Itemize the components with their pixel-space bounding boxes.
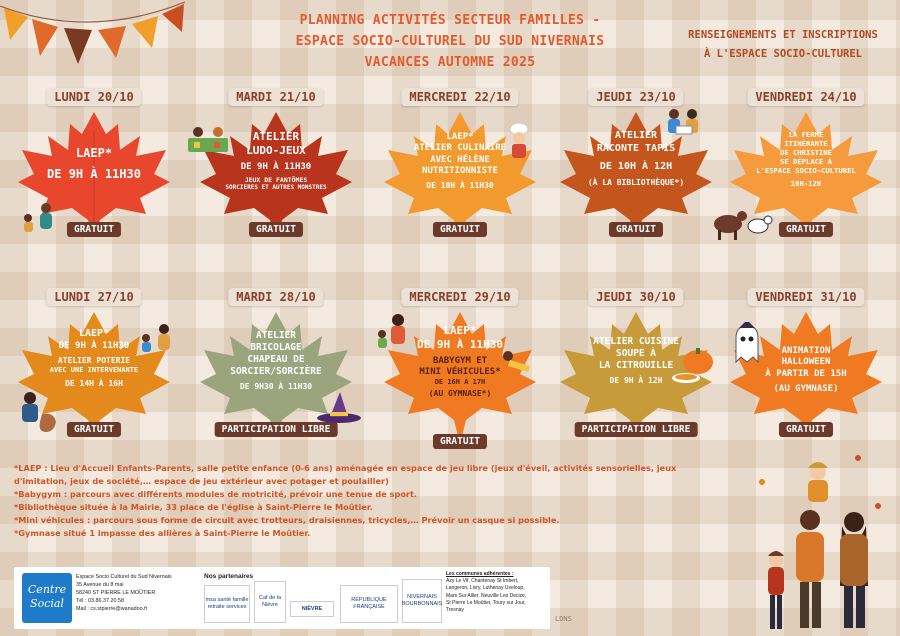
activity-card-thursday-30 [558,288,714,448]
registration-info [678,26,888,64]
activity-text [754,346,858,395]
activity-line: 10H-12H [790,179,822,188]
activity-line: JEUX DE FANTÔMES [244,175,308,184]
activity-card-wednesday-29 [382,288,538,448]
activity-line: BRICOLAGE [250,341,302,353]
activity-line: DE 9H30 À 11H30 [239,381,313,391]
day-label: LUNDI 27/10 [46,288,141,306]
day-label: MERCREDI 29/10 [401,288,518,306]
activity-text [750,130,862,188]
activity-line: DE 9H À 11H30 [47,167,141,181]
activity-text [218,130,334,191]
member-communes [446,571,548,614]
title-line: PLANNING ACTIVITÉS SECTEUR FAMILLES - [299,13,601,28]
activity-line: LAEP* [75,146,113,160]
day-label: LUNDI 20/10 [46,88,141,106]
activity-line: SORCIER/SORCIÈRE [230,365,322,377]
partner-logo-republique: RÉPUBLIQUE FRANÇAISE [340,585,398,623]
footnotes [14,462,704,540]
activity-line: NUTRITIONNISTE [422,165,498,176]
price-badge: GRATUIT [433,222,487,237]
family-illustration-icon [18,200,58,236]
farm-animals-icon [708,200,778,244]
title-line: ESPACE SOCIO-CULTUREL DU SUD NIVERNAIS [295,34,605,49]
address-line: Tél : 03.86.37.20.58 [76,598,124,604]
partners-title: Nos partenaires [204,573,254,580]
info-line: RENSEIGNEMENTS ET INSCRIPTIONS [688,29,878,41]
activity-line: SORCIERES ET AUTRES MONSTRES [225,183,327,191]
day-label: MARDI 28/10 [228,288,323,306]
day-label: JEUDI 30/10 [588,288,683,306]
day-label: MERCREDI 22/10 [401,88,518,106]
price-badge: GRATUIT [779,422,833,437]
address-line: Mail : cs.stpierre@wanadoo.fr [76,606,148,612]
activity-card-tuesday-21 [198,88,354,248]
activity-card-wednesday-22 [382,88,538,248]
page-title [250,10,650,73]
activity-line: DE CHRISTINE [780,148,832,157]
activity-line: ATELIER [255,330,297,341]
autumn-family-illustration [738,446,888,634]
ghost-icon [730,322,764,364]
pottery-icon [16,390,60,434]
activity-line: AVEC UNE INTERVENANTE [49,365,139,374]
signature: LDNS [555,615,572,623]
day-label: MARDI 21/10 [228,88,323,106]
mother-child-icon [136,322,176,356]
footnote: d'imitation, jeux de société,… espace de jeu extérieur avec potager et poulailler) [14,476,389,486]
activity-card-monday-20 [16,88,172,248]
activity-line: ATELIER [252,130,300,143]
price-badge: GRATUIT [67,422,121,437]
commune-line: Azy Le Vif, Chantenay St Imbert, [446,578,519,585]
activity-line: ITINÉRANTE [784,139,828,148]
bunting-flags [0,0,190,90]
day-label: VENDREDI 24/10 [747,88,864,106]
activity-line: L'ESPACE SOCIO-CULTUREL [756,166,856,175]
partner-logo-caf: Caf de la Nièvre [254,581,286,623]
mother-child-icon [374,312,414,352]
activity-line: SE DÉPLACE À [780,157,832,166]
price-badge: GRATUIT [609,222,663,237]
activity-line: DE 16H À 17H [434,378,486,386]
price-badge: GRATUIT [433,434,487,449]
activity-line: DE 14H À 16H [65,378,123,388]
address-line: Espace Socio Culturel du Sud Nivernais [76,574,172,580]
footnote: *Gymnase situé 1 impasse des allières à Saint-Pierre le Moûtier. [14,528,311,538]
activity-card-friday-31 [728,288,884,448]
activity-line: À PARTIR DE 15H [765,368,847,379]
activity-line: ATELIER POTERIE [57,355,131,365]
activity-line: RACONTE TAPIS [596,142,676,154]
activity-line: ANIMATION [781,346,831,356]
activity-line: LAEP* [78,328,110,339]
price-badge: GRATUIT [779,222,833,237]
activity-line: LAEP* [446,132,474,142]
reading-children-icon [662,106,706,140]
activity-line: ATELIER [614,130,658,141]
info-line: À L'ESPACE SOCIO-CULTUREL [703,48,863,60]
activity-card-tuesday-28 [198,288,354,448]
activity-card-friday-24 [728,88,884,248]
footnote: *LAEP : Lieu d'Accueil Enfants-Parents, salle petite enfance (0-6 ans) aménagée en espace de jeu libre (jeux d'éveil, activités sensorielles, jeux [14,463,677,473]
partner-logo-nivernais: NIVERNAIS BOURBONNAIS [402,579,442,623]
address-line: 35 Avenue du 8 mai [76,582,124,588]
activity-text [408,132,512,191]
activity-line: ATELIER CUISINE [593,336,679,347]
activity-line: DE 10H À 12H [599,161,673,172]
activity-line: BABYGYM ET [432,355,488,366]
activity-text [38,328,150,389]
activity-line: ATELIER CULINAIRE [413,143,507,154]
activity-line: LUDO-JEUX [246,143,306,157]
activity-line: HALLOWEEN [781,357,831,368]
price-badge: PARTICIPATION LIBRE [575,422,698,437]
commune-line: Tresnay [446,607,464,614]
activity-card-monday-27 [16,288,172,448]
centre-social-logo: Centre Social [22,573,72,623]
commune-line: Langeron, Livry, Luthenay Uxeloup, [446,585,525,592]
activity-line: CHAPEAU DE [247,353,305,365]
activity-line: DE 9H À 11H30 [416,337,504,351]
communes-title: Les communes adhérentes : [446,571,514,577]
address-block [76,573,196,613]
activity-line: LA CITROUILLE [598,359,674,371]
pumpkin-soup-icon [670,346,716,386]
price-badge: PARTICIPATION LIBRE [215,422,338,437]
activity-line: AVEC HÉLÈNE [430,154,490,165]
babygym-child-icon [500,348,534,378]
chef-child-icon [504,122,534,160]
activity-line: (À LA BIBLIOTHÈQUE*) [587,177,685,187]
day-label: JEUDI 23/10 [588,88,683,106]
activity-line: (AU GYMNASE) [773,383,839,394]
activity-line: LA FERME [788,130,824,139]
partner-logo-nievre: NIÈVRE [290,601,334,617]
activity-line: DE 9H À 12H [609,375,663,385]
footnote: *Babygym : parcours avec différents modules de motricité, prévoir une tenue de sport. [14,489,418,499]
activity-line: (AU GYMNASE*) [428,388,492,398]
title-line: VACANCES AUTOMNE 2025 [364,55,536,70]
day-label: VENDREDI 31/10 [747,288,864,306]
board-game-icon [184,124,232,156]
activity-line: DE 9H À 11H30 [240,161,312,172]
activity-line: SOUPE À [615,347,657,359]
commune-line: Mars Sur Allier, Neuville Les Decize, [446,592,527,599]
commune-line: St Pierre Le Moûtier, Toury sur Jour, [446,599,526,606]
witch-hat-icon [316,390,362,424]
footnote: *Mini véhicules : parcours sous forme de circuit avec trotteurs, draisiennes, tricycles,… Prévoir un casque si possible. [14,515,560,525]
price-badge: GRATUIT [67,222,121,237]
activity-line: LAEP* [443,324,477,337]
footnote: *Bibliothèque située à la Mairie, 33 place de l'église à Saint-Pierre le Moûtier. [14,502,373,512]
activity-line: DE 9H À 11H30 [58,340,130,351]
address-line: 58240 ST PIERRE LE MOÛTIER [76,590,156,596]
activity-text [224,330,328,392]
activity-line: MINI VÉHICULES* [419,366,501,377]
price-badge: GRATUIT [249,222,303,237]
activity-card-thursday-23 [558,88,714,248]
activity-line: DE 10H À 11H30 [426,181,494,190]
footer-partners [14,567,550,629]
activity-text [42,146,146,182]
partner-logo-msa: msa santé famille retraite services [204,585,250,623]
